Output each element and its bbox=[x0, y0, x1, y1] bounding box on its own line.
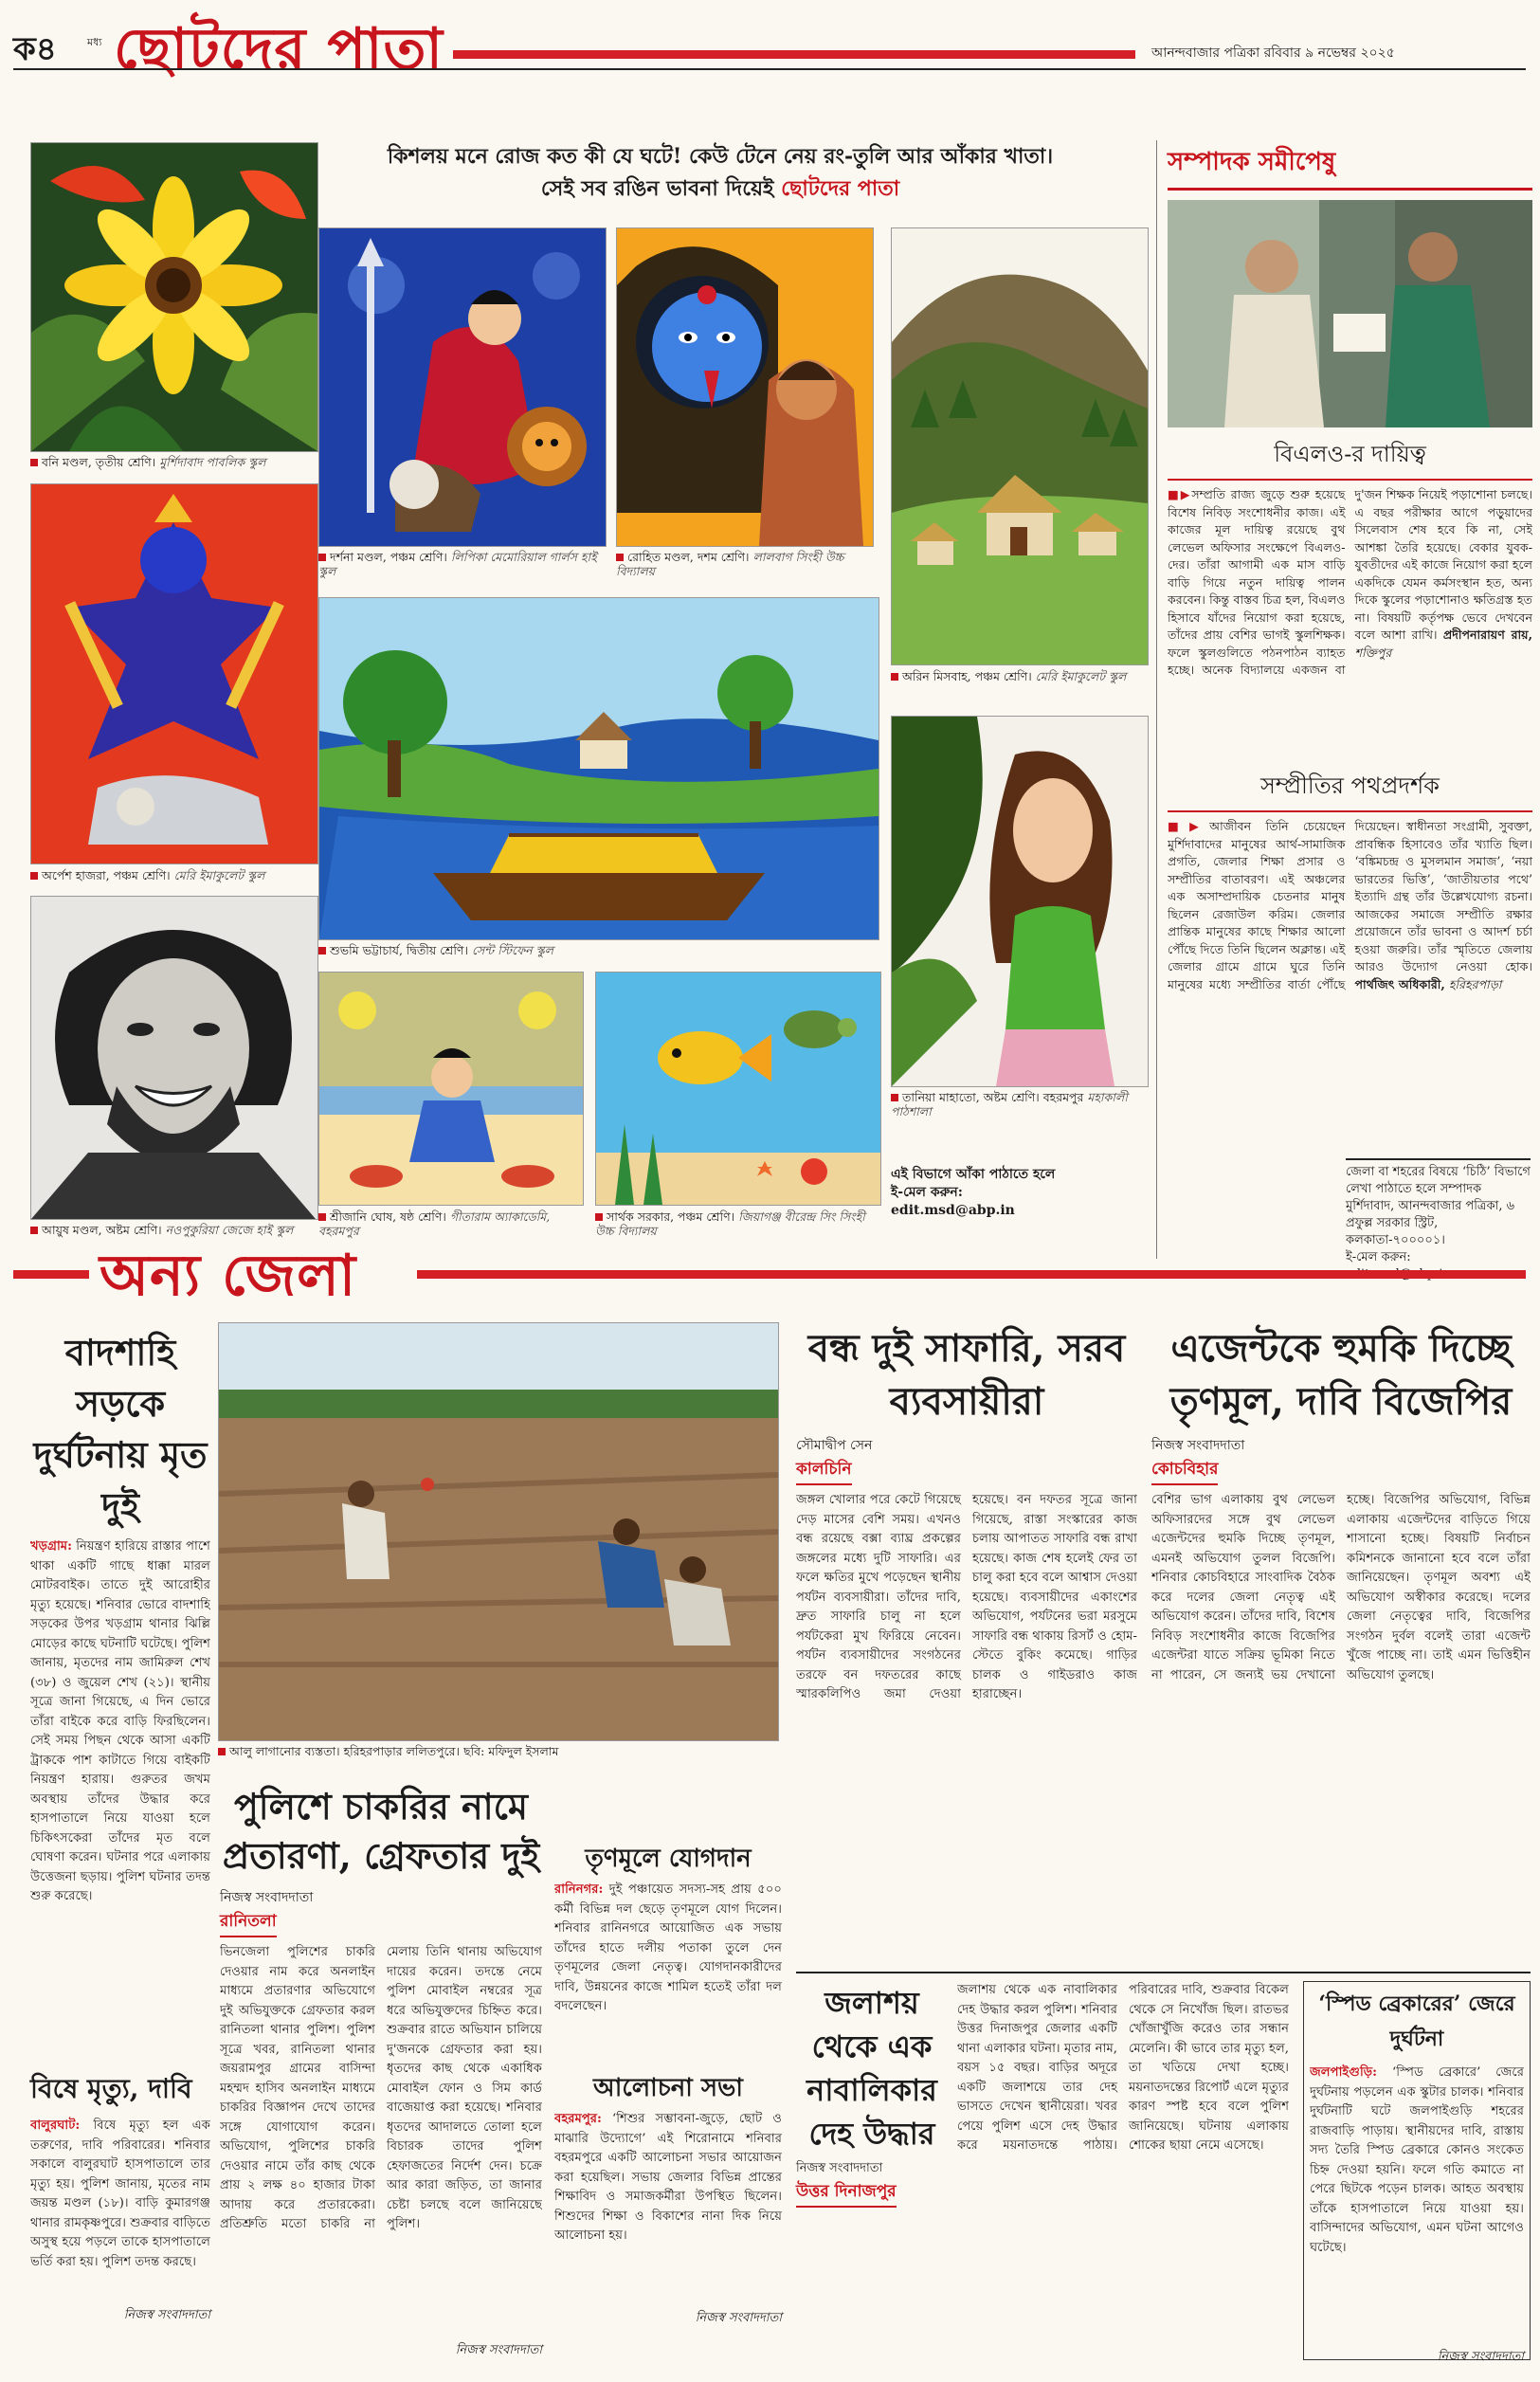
story1b-headline: বিষে মৃত্যু, দাবি bbox=[30, 2073, 192, 2104]
story1b-byline: নিজস্ব সংবাদদাতা bbox=[123, 2308, 210, 2322]
section2-title: অন্য জেলা bbox=[100, 1243, 357, 1309]
art-submission-line2: ই-মেল করুন: bbox=[891, 1185, 963, 1200]
letter2-author: পার্থজিৎ অধিকারী, bbox=[1354, 976, 1445, 991]
artwork-landscape-huts bbox=[891, 227, 1149, 665]
artwork-kali-red bbox=[30, 483, 318, 864]
story3 bbox=[554, 1782, 782, 2329]
caption-name: দর্শনা মণ্ডল, পঞ্চম শ্রেণি। bbox=[330, 550, 447, 564]
story6-dateline: কোচবিহার bbox=[1151, 1457, 1218, 1485]
column-divider bbox=[1156, 140, 1157, 1259]
story5-byline: সৌমাদ্বীপ সেন bbox=[796, 1438, 873, 1453]
caption-name: শ্রীজানি ঘোষ, ষষ্ঠ শ্রেণি। bbox=[330, 1209, 446, 1224]
story2-dateline: রানিতলা bbox=[220, 1909, 277, 1937]
artwork-caption-6 bbox=[318, 943, 878, 957]
caption-name: তানিয়া মাহাতো, অষ্টম শ্রেণি। বহরমপুর bbox=[902, 1090, 1084, 1104]
intro-line1: কিশলয় মনে রোজ কত কী যে ঘটে! কেউ টেনে নেয় রং-তুলি আর আঁকার খাতা। bbox=[387, 144, 1054, 169]
artwork-pencil-portrait bbox=[30, 896, 318, 1220]
story1-headline: বাদশাহি সড়কে দুর্ঘটনায় মৃত দুই bbox=[33, 1331, 208, 1527]
story5 bbox=[796, 1322, 1137, 2003]
section2-rule-right bbox=[417, 1270, 1526, 1279]
story3-body bbox=[554, 1881, 782, 2061]
intro-line2-highlight: ছোটদের পাতা bbox=[781, 176, 900, 201]
artwork-caption-5 bbox=[30, 868, 324, 882]
story2-headline: পুলিশে চাকরির নামে প্রতারণা, গ্রেফতার দুই bbox=[222, 1785, 540, 1877]
letter2-body: ■▶আজীবন তিনি চেয়েছেন মুর্শিদাবাদের মানুষের আর্থ-সামাজিক প্রগতি, জেলার শিক্ষা প্রসার ও সম্প্রীতির বাতাবরণ। এই অঞ্চলের এক অসাম্প্রদায়িক চেতনার মানুষ ছিলেন রেজাউল করিম। জেলার প্রান্তিক মানুষের কাছে শিক্ষার আলো পৌঁছে দিতে তিনি ছিলেন অক্লান্ত। এই জেলার গ্রামে গ্রামে ঘুরে তিনি মানুষের মধ্যে সম্প্রীতির বার্তা পৌঁছে দিয়েছেন। স্বাধীনতা সংগ্রামী, সুবক্তা, প্রাবন্ধিক হিসাবেও তাঁর খ্যাতি ছিল। ‘বঙ্কিমচন্দ্র ও মুসলমান সমাজ’, ‘নয়া ভারতের ভিত্তি’, ‘জাতীয়তার পথে’ ইত্যাদি গ্রন্থ তাঁর উল্লেখযোগ্য রচনা। আজকের সমাজে সম্প্রীতি রক্ষার প্রয়োজনে তাঁর ভাবনা ও আদর্শ চর্চা হওয়া জরুরি। তাঁর স্মৃতিতে জেলায় আরও উদ্যোগ নেওয়া হোক। পার্থজিৎ অধিকারী, হরিহরপাড়া bbox=[1168, 819, 1532, 991]
intro-block bbox=[332, 140, 1109, 205]
caption-school: লালবাগ সিংহী উচ্চ বিদ্যালয় bbox=[616, 550, 844, 578]
editor-photo bbox=[1168, 200, 1532, 427]
story3-headline: তৃণমূলে যোগদান bbox=[585, 1845, 752, 1873]
story8-body bbox=[1310, 2064, 1524, 2348]
story1-dateline: খড়গ্রাম: bbox=[30, 1539, 72, 1554]
story4-body bbox=[554, 2110, 782, 2309]
caption-name: বনি মণ্ডল, তৃতীয় শ্রেণি। bbox=[42, 455, 156, 469]
artwork-goddess bbox=[318, 227, 607, 547]
story2-byline-end: নিজস্ব সংবাদদাতা bbox=[455, 2343, 542, 2357]
artwork-under-sea bbox=[595, 972, 881, 1206]
artwork-caption-1 bbox=[30, 455, 324, 469]
art-submission-note bbox=[891, 1166, 1147, 1220]
caption-name: রোহিত মণ্ডল, দশম শ্রেণি। bbox=[627, 550, 750, 564]
intro-line2 bbox=[332, 173, 1109, 205]
story1 bbox=[30, 1327, 210, 2326]
caption-school: মেরি ইমাকুলেট স্কুল bbox=[1035, 669, 1127, 683]
letter1-body: ■▶সম্প্রতি রাজ্য জুড়ে শুরু হয়েছে বিশেষ নিবিড় সংশোধনীর কাজ। এই কাজের মূল দায়িত্ব রয়েছে বুথ লেভেল অফিসার সংক্ষেপে বিএলও-দের। তাঁরা আগামী এক মাস বাড়ি বাড়ি গিয়ে নতুন দায়িত্ব পালন করবেন। কিন্তু বাস্তব চিত্র হল, বিএলও হিসাবে যাঁদের নিয়োগ করা হয়েছে, তাঁদের প্রায় বেশির ভাগই স্কুলশিক্ষক। ফলে স্কুলগুলিতে পঠনপাঠন ব্যাহত হচ্ছে। অনেক বিদ্যালয়ে একজন বা দু'জন শিক্ষক নিয়েই পড়াশোনা চলছে। এ বছর পরীক্ষার আগে পড়ুয়াদের সিলেবাস শেষ হবে কি না, সেই আশঙ্কা তৈরি হয়েছে। বেকার যুবক-যুবতীদের এই কাজে নিয়োগ করা হলে একদিকে যেমন কর্মসংস্থান হত, অন্য দিকে স্কুলের পড়াশোনাও ক্ষতিগ্রস্ত হত না। বিষয়টি কর্তৃপক্ষ ভেবে দেখবেন বলে আশা রাখি। প্রদীপনারায়ণ রায়, শক্তিপুর bbox=[1168, 487, 1532, 677]
caption-school: সেন্ট স্টিফেন স্কুল bbox=[471, 943, 553, 957]
letter2-place: হরিহরপাড়া bbox=[1448, 976, 1502, 991]
story4-dateline: বহরমপুর: bbox=[554, 2112, 602, 2126]
farm-photo-caption-text: আলু লাগানোর ব্যস্ততা। হরিহরপাড়ার ললিতপুরে। ছবি: মফিদুল ইসলাম bbox=[229, 1744, 559, 1758]
artwork-caption-4 bbox=[891, 669, 1147, 683]
letter2-title: সম্প্রীতির পথপ্রদর্শক bbox=[1168, 769, 1532, 812]
editor-column-header: সম্পাদক সমীপেষু bbox=[1168, 142, 1532, 191]
art-submission-email[interactable]: edit.msd@abp.in bbox=[891, 1203, 1015, 1218]
farm-photo bbox=[218, 1322, 779, 1741]
letter-contact-box bbox=[1346, 1158, 1531, 1283]
letter1-text: সম্প্রতি রাজ্য জুড়ে শুরু হয়েছে বিশেষ নিবিড় সংশোধনীর কাজ। এই কাজের মূল দায়িত্ব রয়েছে বুথ লেভেল অফিসার সংক্ষেপে বিএলও-দের। তাঁরা আগামী এক মাস বাড়ি বাড়ি গিয়ে নতুন দায়িত্ব পালন করবেন। কিন্তু বাস্তব চিত্র হল, বিএলও হিসাবে যাঁদের নিয়োগ করা হয়েছে, তাঁদের প্রায় বেশির ভাগই স্কুলশিক্ষক। ফলে স্কুলগুলিতে পঠনপাঠন ব্যাহত হচ্ছে। অনেক বিদ্যালয়ে একজন বা দু'জন শিক্ষক নিয়েই পড়াশোনা চলছে। এ বছর পরীক্ষার আগে পড়ুয়াদের সিলেবাস শেষ হবে কি না, সেই আশঙ্কা তৈরি হয়েছে। বেকার যুবক-যুবতীদের এই কাজে নিয়োগ করা হলে একদিকে যেমন কর্মসংস্থান হত, অন্য দিকে স্কুলের পড়াশোনাও ক্ষতিগ্রস্ত হত না। বিষয়টি কর্তৃপক্ষ ভেবে দেখবেন বলে আশা রাখি। bbox=[1168, 487, 1532, 677]
story7-body: জলাশয় থেকে এক নাবালিকার দেহ উদ্ধার করল পুলিশ। শনিবার উত্তর দিনাজপুর জেলার একটি থানা এলাকার ঘটনা। মৃতার নাম, বয়স ১৫ বছর। বাড়ির অদূরে একটি জলাশয়ে তার দেহ ভাসতে দেখেন স্থানীয়েরা। খবর পেয়ে পুলিশ এসে দেহ উদ্ধার করে ময়নাতদন্তে পাঠায়। পরিবারের দাবি, শুক্রবার বিকেল থেকে সে নিখোঁজ ছিল। রাতভর খোঁজাখুঁজি করেও তার সন্ধান মেলেনি। কী ভাবে তার মৃত্যু হল, তা খতিয়ে দেখা হচ্ছে। ময়নাতদন্তের রিপোর্ট এলে মৃত্যুর কারণ স্পষ্ট হবে বলে পুলিশ জানিয়েছে। ঘটনায় এলাকায় শোকের ছায়া নেমে এসেছে। bbox=[957, 1983, 1289, 2153]
story2 bbox=[220, 1782, 542, 2361]
letter1-place: শক্তিপুর bbox=[1354, 645, 1392, 660]
art-submission-line1: এই বিভাগে আঁকা পাঠাতে হলে bbox=[891, 1167, 1056, 1182]
story1b-body bbox=[30, 2117, 210, 2306]
artwork-kali bbox=[616, 227, 874, 547]
caption-name: সার্থক সরকার, পঞ্চম শ্রেণি। bbox=[607, 1209, 735, 1224]
caption-school: গীতারাম অ্যাকাডেমি, বহরমপুর bbox=[318, 1209, 551, 1238]
caption-name: অরিন মিসবাহ, পঞ্চম শ্রেণি। bbox=[902, 669, 1032, 683]
story7-headline: জলাশয় থেকে এক নাবালিকার দেহ উদ্ধার bbox=[806, 1985, 937, 2152]
artwork-caption-10 bbox=[595, 1209, 879, 1238]
letter2-text: আজীবন তিনি চেয়েছেন মুর্শিদাবাদের মানুষের আর্থ-সামাজিক প্রগতি, জেলার শিক্ষা প্রসার ও সম্প্রীতির বাতাবরণ। এই অঞ্চলের এক অসাম্প্রদায়িক চেতনার মানুষ ছিলেন রেজাউল করিম। জেলার প্রান্তিক মানুষের কাছে শিক্ষার আলো পৌঁছে দিতে তিনি ছিলেন অক্লান্ত। এই জেলার গ্রামে গ্রামে ঘুরে তিনি মানুষের মধ্যে সম্প্রীতির বার্তা পৌঁছে দিয়েছেন। স্বাধীনতা সংগ্রামী, সুবক্তা, প্রাবন্ধিক হিসাবেও তাঁর খ্যাতি ছিল। ‘বঙ্কিমচন্দ্র ও মুসলমান সমাজ’, ‘নয়া ভারতের ভিত্তি’, ‘জাতীয়তার পথে’ ইত্যাদি গ্রন্থ তাঁর উল্লেখযোগ্য রচনা। আজকের সমাজে সম্প্রীতি রক্ষার প্রয়োজনে তাঁর ভাবনা ও আদর্শ চর্চা হওয়া জরুরি। তাঁর স্মৃতিতে জেলায় আরও উদ্যোগ নেওয়া হোক। bbox=[1168, 819, 1532, 991]
story5-dateline: কালচিনি bbox=[796, 1457, 852, 1485]
story7-byline: নিজস্ব সংবাদদাতা bbox=[796, 2161, 883, 2175]
story5-body: জঙ্গল খোলার পরে কেটে গিয়েছে দেড় মাসের বেশি সময়। এখনও বন্ধ রয়েছে বক্সা ব্যাঘ্র প্রকল্পের জঙ্গলের মধ্যে দুটি সাফারি। এর ফলে ক্ষতির মুখে পড়েছেন স্থানীয় পর্যটন ব্যবসায়ীরা। তাঁদের দাবি, দ্রুত সাফারি চালু না হলে পর্যটকেরা মুখ ফিরিয়ে নেবেন। পর্যটন ব্যবসায়ীদের সংগঠনের তরফে বন দফতরের কাছে স্মারকলিপিও জমা দেওয়া হয়েছে। বন দফতর সূত্রে জানা গিয়েছে, রাস্তা সংস্কারের কাজ চলায় আপাতত সাফারি বন্ধ রাখা হয়েছে। কাজ শেষ হলেই ফের তা চালু করা হবে বলে আশ্বাস দেওয়া হয়েছে। ব্যবসায়ীদের একাংশের অভিযোগ, পর্যটনের ভরা মরসুমে সাফারি বন্ধ থাকায় রিসর্ট ও হোম-স্টেতে বুকিং কমেছে। গাড়ির চালক ও গাইডরাও কাজ হারাচ্ছেন। bbox=[796, 1493, 1137, 1701]
artwork-girl-portrait bbox=[891, 716, 1149, 1087]
artwork-diwali-girl bbox=[318, 972, 584, 1206]
story4-headline: আলোচনা সভা bbox=[593, 2074, 743, 2102]
caption-school: মুর্শিদাবাদ পাবলিক স্কুল bbox=[159, 455, 266, 469]
story6 bbox=[1151, 1322, 1531, 2022]
section-title: ছোটদের পাতা bbox=[114, 16, 444, 82]
page-number: ক৪ bbox=[13, 30, 57, 68]
contact-text: জেলা বা শহরের বিষয়ে ‘চিঠি’ বিভাগে লেখা পাঠাতে হলে সম্পাদক মুর্শিদাবাদ, আনন্দবাজার পত্রিকা, ৬ প্রফুল্ল সরকার স্ট্রিট, কলকাতা-৭০০০০১। bbox=[1346, 1165, 1531, 1247]
intro-line2-prefix: সেই সব রঙিন ভাবনা দিয়েই bbox=[540, 176, 782, 201]
story2-body: ভিনজেলা পুলিশের চাকরি দেওয়ার নাম করে অনলাইন মাধ্যমে প্রতারণার অভিযোগে দুই অভিযুক্তকে গ্রেফতার করল রানিতলা থানার পুলিশ। পুলিশ সূত্রে খবর, রানিতলা থানার জয়রামপুর গ্রামের বাসিন্দা মহম্মদ হাসিব অনলাইন মাধ্যমে চাকরির বিজ্ঞাপন দেখে তাদের সঙ্গে যোগাযোগ করেন। অভিযোগ, পুলিশের চাকরি দেওয়ার নামে তাঁর কাছ থেকে প্রায় ২ লক্ষ ৪০ হাজার টাকা আদায় করে প্রতারকেরা। প্রতিশ্রুতি মতো চাকরি না মেলায় তিনি থানায় অভিযোগ দায়ের করেন। তদন্তে নেমে পুলিশ মোবাইল নম্বরের সূত্র ধরে অভিযুক্তদের চিহ্নিত করে। শুক্রবার রাতে অভিযান চালিয়ে দু'জনকে গ্রেফতার করা হয়। ধৃতদের কাছ থেকে একাধিক মোবাইল ফোন ও সিম কার্ড বাজেয়াপ্ত করা হয়েছে। শনিবার ধৃতদের আদালতে তোলা হলে বিচারক তাদের পুলিশ হেফাজতের নির্দেশ দেন। চক্রে আর কারা জড়িত, তা জানার চেষ্টা চলছে বলে জানিয়েছে পুলিশ। bbox=[220, 1945, 542, 2231]
caption-school: মহাকালী পাঠশালা bbox=[891, 1090, 1128, 1118]
story6-byline: নিজস্ব সংবাদদাতা bbox=[1151, 1438, 1245, 1453]
artwork-caption-2 bbox=[318, 550, 605, 578]
letter1-title: বিএলও-র দায়িত্ব bbox=[1168, 437, 1532, 481]
section2-rule-left bbox=[13, 1270, 89, 1279]
story4-text: ‘শিশুর সম্ভাবনা-জুড়ে, ছোট ও মাঝারি উদ্যোগে’ এই শিরোনামে শনিবার বহরমপুরে একটি আলোচনা সভার আয়োজন করা হয়েছিল। সভায় জেলার বিভিন্ন প্রান্তের শিক্ষাবিদ ও সমাজকর্মীরা উপস্থিত ছিলেন। শিশুদের শিক্ষা ও বিকাশের নানা দিক নিয়ে আলোচনা হয়। bbox=[554, 2112, 782, 2243]
story8-headline: ‘স্পিড ব্রেকারের’ জেরে দুর্ঘটনা bbox=[1318, 1991, 1515, 2051]
story1-text: নিয়ন্ত্রণ হারিয়ে রাস্তার পাশে থাকা একটি গাছে ধাক্কা মারল মোটরবাইক। তাতে দুই আরোহীর মৃত্যু হয়েছে। শনিবার ভোরে বাদশাহি সড়কের উপর খড়গ্রাম থানার ঝিল্লি মোড়ের কাছে ঘটনাটি ঘটেছে। পুলিশ জানায়, মৃতদের নাম জামিরুল শেখ (৩৮) ও জুয়েল শেখ (২১)। স্থানীয় সূত্রে জানা গিয়েছে, এ দিন ভোরে তাঁরা বাইকে করে বাড়ি ফিরছিলেন। সেই সময় পিছন থেকে আসা একটি ট্রাককে পাশ কাটাতে গিয়ে বাইকটি নিয়ন্ত্রণ হারায়। গুরুতর জখম অবস্থায় তাঁদের উদ্ধার করে হাসপাতালে নিয়ে যাওয়া হলে চিকিৎসকেরা তাঁদের মৃত বলে ঘোষণা করেন। ঘটনার পরে এলাকায় উত্তেজনা ছড়ায়। পুলিশ ঘটনার তদন্ত শুরু করেছে। bbox=[30, 1539, 210, 1903]
caption-name: আয়ুষ মণ্ডল, অষ্টম শ্রেণি। bbox=[42, 1223, 162, 1237]
caption-name: অর্পেশ হাজরা, পঞ্চম শ্রেণি। bbox=[42, 868, 171, 882]
caption-school: মেরি ইমাকুলেট স্কুল bbox=[173, 868, 265, 882]
artwork-caption-7 bbox=[891, 1090, 1147, 1118]
story1b-text: বিষে মৃত্যু হল এক তরুণের, দাবি পরিবারের। শনিবার সকালে বালুরঘাট হাসপাতালে তার মৃত্যু হয়। পুলিশ জানায়, মৃতের নাম জয়ন্ত মণ্ডল (১৮)। বাড়ি কুমারগঞ্জ থানার রামকৃষ্ণপুরে। শুক্রবার বাড়িতে অসুস্থ হয়ে পড়লে তাকে হাসপাতালে ভর্তি করা হয়। পুলিশ তদন্ত করছে। bbox=[30, 2118, 210, 2269]
story8-text: ‘স্পিড ব্রেকারে’ জেরে দুর্ঘটনায় পড়লেন এক স্কুটার চালক। শনিবার দুর্ঘটনাটি ঘটে জলপাইগুড়ি শহরের রাজবাড়ি পাড়ায়। স্থানীয়দের দাবি, রাস্তায় সদ্য তৈরি স্পিড ব্রেকারে কোনও সংকেত চিহ্ন দেওয়া হয়নি। ফলে গতি কমাতে না পেরে ছিটকে পড়েন চালক। আহত অবস্থায় তাঁকে হাসপাতালে নিয়ে যাওয়া হয়। বাসিন্দাদের অভিযোগ, এমন ঘটনা আগেও ঘটেছে। bbox=[1310, 2065, 1524, 2255]
story2-byline: নিজস্ব সংবাদদাতা bbox=[220, 1890, 314, 1905]
caption-school: নওপুকুরিয়া জেজে হাই স্কুল bbox=[165, 1223, 294, 1237]
header-divider bbox=[13, 68, 1526, 70]
artwork-river-boat bbox=[318, 597, 879, 940]
story8 bbox=[1303, 1981, 1531, 2364]
story7-divider bbox=[796, 1972, 1531, 1973]
story3-text: দুই পঞ্চায়েত সদস্য-সহ প্রায় ৫০০ কর্মী বিভিন্ন দল ছেড়ে তৃণমূলে যোগ দিলেন। শনিবার রানিনগরে আয়োজিত এক সভায় তাঁদের হাতে দলীয় পতাকা তুলে দেন তৃণমূলের জেলা নেতৃত্ব। যোগদানকারীদের দাবি, উন্নয়নের কাজে শামিল হতেই তাঁরা দল বদলেছেন। bbox=[554, 1882, 782, 2013]
story8-byline: নিজস্ব সংবাদদাতা bbox=[1437, 2350, 1524, 2364]
story5-headline: বন্ধ দুই সাফারি, সরব ব্যবসায়ীরা bbox=[807, 1326, 1126, 1424]
newspaper-dateline: আনন্দবাজার পত্রিকা রবিবার ৯ নভেম্বর ২০২৫ bbox=[1151, 45, 1395, 61]
story7-dateline: উত্তর দিনাজপুর bbox=[796, 2179, 897, 2208]
editor-column bbox=[1168, 142, 1532, 1150]
story1b-dateline: বালুরঘাট: bbox=[30, 2118, 81, 2133]
story6-body: বেশির ভাগ এলাকায় বুথ লেভেল অফিসারদের সঙ্গে বুথ লেভেল এজেন্টদের হুমকি দিচ্ছে তৃণমূল, এমনই অভিযোগ তুলল বিজেপি। শনিবার কোচবিহারে সাংবাদিক বৈঠক করে দলের জেলা নেতৃত্ব এই অভিযোগ করেন। তাঁদের দাবি, বিশেষ নিবিড় সংশোধনীর কাজে বিজেপির এজেন্টরা যাতে সক্রিয় ভূমিকা নিতে না পারেন, সে জন্যই ভয় দেখানো হচ্ছে। বিজেপির অভিযোগ, বিভিন্ন এলাকায় এজেন্টদের বাড়িতে গিয়ে শাসানো হচ্ছে। বিষয়টি নির্বাচন কমিশনকে জানানো হবে বলে তাঁরা জানিয়েছেন। তৃণমূল অবশ্য এই অভিযোগ অস্বীকার করেছে। দলের জেলা নেতৃত্বের দাবি, বিজেপির সংগঠন দুর্বল বলেই তারা এজেন্ট খুঁজে পাচ্ছে না। তাই এমন ভিত্তিহীন অভিযোগ তুলছে। bbox=[1151, 1493, 1531, 1682]
artwork-flower bbox=[30, 142, 318, 452]
story1-body bbox=[30, 1537, 210, 2059]
masthead-rule bbox=[453, 50, 1135, 59]
story4-byline: নিজস্ব সংবাদদাতা bbox=[695, 2311, 782, 2325]
caption-name: শুভমি ভট্টাচার্য, দ্বিতীয় শ্রেণি। bbox=[330, 943, 468, 957]
story6-headline: এজেন্টকে হুমকি দিচ্ছে তৃণমূল, দাবি বিজেপির bbox=[1169, 1326, 1513, 1424]
story8-dateline: জলপাইগুড়ি: bbox=[1310, 2065, 1378, 2080]
caption-school: লিপিকা মেমোরিয়াল গার্লস হাই স্কুল bbox=[318, 550, 597, 578]
contact-email-label: ই-মেল করুন: bbox=[1346, 1250, 1411, 1264]
artwork-caption-9 bbox=[318, 1209, 582, 1238]
story7 bbox=[796, 1981, 1289, 2360]
caption-school: জিয়াগঞ্জ বীরেন্দ্র সিং সিংহী উচ্চ বিদ্যালয় bbox=[595, 1209, 865, 1238]
page-tag: মধ্য bbox=[87, 36, 102, 48]
story3-dateline: রানিনগর: bbox=[554, 1882, 604, 1897]
artwork-caption-3 bbox=[616, 550, 872, 578]
letter1-author: প্রদীপনারায়ণ রায়, bbox=[1442, 627, 1532, 642]
farm-photo-caption bbox=[218, 1744, 777, 1758]
